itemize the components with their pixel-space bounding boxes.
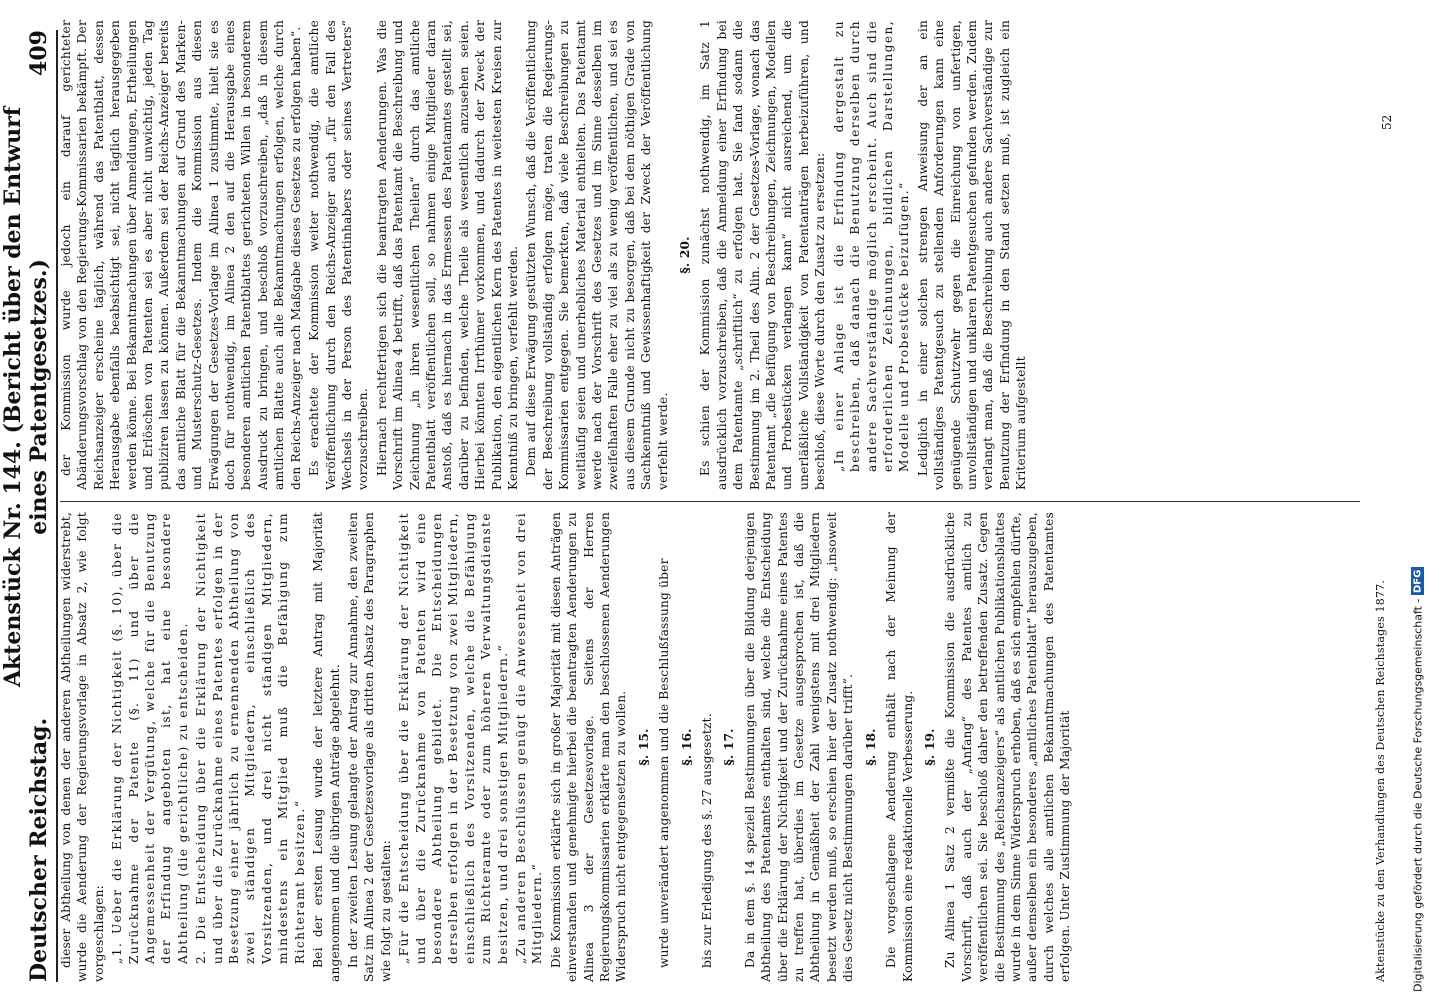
paragraph: Dem auf diese Erwägung gestützten Wunsch, daß die Veröffentlichung der Beschreibung vollständig erfolgen möge, traten die Regierungs-Kommissarien entgegen. Sie bemerkten, daß viele Beschreibungen zu weitläufig seien und unerhebliches Material enthielten. Das Patentamt werde nach der Vorschrift des Gesetzes und im Sinne desselben im zweifelhaften Falle eher zu viel als zu wenig veröffentlichen, und sei es aus diesem Grunde nicht zu besorgen, daß bei dem nöthigen Grade von Sachkenntniß und Gewissenhaftigkeit der Zweck der Veröffentlichung verfehlt werde. (524, 20, 670, 490)
paragraph: Die Kommission erklärte sich in großer Majorität mit diesen Anträgen einverstanden und genehmigte hierbei die beantragten Aenderungen zu Alinea 3 der Gesetzesvorlage. Seitens der Herren Regierungskommissarien erklärte man den beschlossenen Aenderungen Widerspruch nicht entgegensetzen zu wollen. (548, 512, 629, 982)
section-heading: §. 17. (722, 728, 737, 766)
right-column (58, 20, 1368, 490)
section-heading: §. 15. (636, 728, 651, 766)
paragraph: Hiernach rechtfertigen sich die beantragten Aenderungen. Was die Vorschrift im Alinea 4 betrifft, daß das Patentamt die Beschreibung und Zeichnung „in ihren wesentlichen Theilen“ durch das amtliche Patentblatt veröffentlichen soll, so nahmen einige Mitglieder daran Anstoß, daß es hiernach in das Ermessen des Patentamtes gestellt sei, darüber zu befinden, welche Theile als wesentlich anzusehen seien. Hierbei könnten Irrthümer vorkommen, und dadurch der Zweck der Publikation, den eigentlichen Kern des Patentes in weitesten Kreisen zur Kenntniß zu bringen, verfehlt werden. (374, 20, 520, 490)
paragraph: Zu Alinea 1 Satz 2 vermißte die Kommission die ausdrückliche Vorschrift, daß auch der „Anfang“ des Patentes amtlich zu veröffentlichen sei. Sie beschloß daher den betreffenden Zusatz. Gegen die Bestimmung des „Reichsanzeigers“ als amtlichen Publikationsblattes wurde in dem Sinne Widerspruch erhoben, daß es sich empfehlen dürfte, außer demselben ein besonderes „amtliches Patentblatt“ herauszugeben, durch welches alle amtlichen Bekanntmachungen des Patentamtes erfolgen. Unter Zustimmung der Majorität (943, 512, 1073, 982)
header-center: Aktenstück Nr. 144. (Bericht über den Entwurf eines Patentgesetzes.) (0, 106, 52, 688)
dfg-logo: DFG (1412, 569, 1424, 593)
paragraph: dieser Abtheilung von denen der anderen Abtheilungen widerstrebt, wurde die Aenderung der Regierungsvorlage in Absatz 2, wie folgt vorgeschlagen: (59, 512, 106, 982)
signature-mark: 52 (1380, 114, 1394, 130)
section-heading: §. 18. (863, 728, 878, 766)
paragraph: In der zweiten Lesung gelangte der Antrag zur Annahme, den zweiten Satz im Alinea 2 der Gesetzesvorlage als dritten Absatz des Paragraphen wie folgt zu gestalten: (345, 512, 393, 982)
paragraph: 2. Die Entscheidung über die Erklärung der Nichtigkeit und über die Zurücknahme eines Patentes erfolgen in der Besetzung einer jährlich zu ernennenden Abtheilung von zwei ständigen Mitgliedern, einschließlich des Vorsitzenden, und drei nicht ständigen Mitgliedern, mindestens ein Mitglied muß die Befähigung zum Richteramt besitzen.“ (194, 512, 307, 964)
section-heading: §. 19. (922, 728, 937, 766)
paragraph: Bei der ersten Lesung wurde der letztere Antrag mit Majorität angenommen und die übrigen Anträge abgelehnt. (311, 512, 342, 982)
digitization-credit (1408, 0, 1428, 1000)
paragraph: Da in dem §. 14 speziell Bestimmungen über die Bildung derjenigen Abtheilung des Patentamtes enthalten sind, welche die Entscheidung über die Erklärung der Nichtigkeit und der Zurücknahme eines Patentes zu treffen hat, überdies im Gesetze ausgesprochen ist, daß die Abtheilung in Gemäßheit der Zahl wenigstens mit drei Mitgliedern besetzt werden muß, so erschien hier der Zusatz nothwendig: „insoweit dies Gesetz nicht Bestimmungen darüber trifft“. (742, 512, 856, 982)
paragraph: wurde unverändert angenommen und die Beschlußfassung über (657, 558, 672, 968)
paragraph: Die vorgeschlagene Aenderung enthält nach der Meinung der Kommission eine redaktionelle Verbesserung. (884, 512, 915, 982)
credit-text: Digitalisierung gefördert durch die Deutsche Forschungsgemeinschaft - (1411, 598, 1425, 992)
paragraph: „1. Ueber die Erklärung der Nichtigkeit (§. 10), über die Zurücknahme der Patente (§. 11) und über die Angemessenheit der Vergütung, welche für die Benutzung der Erfindung angeboten ist, hat eine besondere Abtheilung (die gerichtliche) zu entscheiden. (110, 512, 190, 964)
paragraph: bis zur Erledigung des §. 27 ausgesetzt. (700, 713, 715, 968)
paragraph: „Für die Entscheidung über die Erklärung der Nichtigkeit und über die Zurücknahme von Patenten wird eine besondere Abtheilung gebildet. Die Entscheidungen derselben erfolgen in der Besetzung von zwei Mitgliedern, einschließlich des Vorsitzenden, welche die Befähigung zum Richteramte oder zum höheren Verwaltungsdienste besitzen, und drei sonstigen Mitgliedern.“ (397, 512, 510, 964)
left-column (58, 512, 1368, 982)
paragraph: „Zu anderen Beschlüssen genügt die Anwesenheit von drei Mitgliedern.“ (513, 512, 545, 964)
page-number: 409 (26, 30, 52, 76)
paragraph: Es erachtete der Kommission weiter nothwendig, die amtliche Veröffentlichung durch den Reichs-Anzeiger auch „für den Fall des Wechsels in der Person des Patentinhabers oder seines Vertreters“ vorzuschreiben. (307, 20, 371, 490)
paragraph: Es schien der Kommission zunächst nothwendig, im Satz 1 ausdrücklich vorzuschreiben, daß die Anmeldung einer Erfindung bei dem Patentamte „schriftlich“ zu erfolgen hat. Sie fand sodann die Bestimmung im 2. Theil des Alin. 2 der Gesetzes-Vorlage, wonach das Patentamt „die Beifügung von Beschreibungen, Zeichnungen, Modellen und Probestücken verlangen kann“ nicht ausreichend, um die unerläßliche Vollständigkeit von Patentanträgen herbeizuführen, und beschloß, diese Worte durch den Zusatz zu ersetzen: (698, 20, 828, 490)
header-left: Deutscher Reichstag. (26, 717, 52, 982)
section-heading: §. 16. (679, 728, 694, 766)
section-heading: §. 20. (678, 236, 693, 274)
paragraph: „In einer Anlage ist die Erfindung dergestalt zu beschreiben, daß danach die Benutzung derselben durch andere Sachverständige möglich erscheint. Auch sind die erforderlichen Zeichnungen, bildlichen Darstellungen, Modelle und Probestücke beizufügen.“ (831, 20, 912, 472)
column-divider (60, 501, 1360, 502)
paragraph: Lediglich in einer solchen strengen Anweisung der an ein vollständiges Patentgesuch zu stellenden Anforderungen kann eine genügende Schutzwehr gegen die Einreichung von unfertigen, unvollständigen und unklaren Patentgesuchen gefunden werden. Zudem verlangt man, daß die Beschreibung auch andere Sachverständige zur Benutzung der Erfindung in den Stand setzen muß, ist zugleich ein Kriterium aufgestellt (915, 20, 1029, 490)
page-header (0, 30, 58, 982)
paragraph: der Kommission wurde jedoch ein darauf gerichteter Abänderungsvorschlag von den Regierungs-Kommissarien bekämpft. Der Reichsanzeiger erscheine täglich, während das Patentblatt, dessen Herausgabe ebenfalls beabsichtigt sei, nicht täglich herausgegeben werden könne. Bei Bekanntmachungen über Anmeldungen, Ertheilungen und Erlöschen von Patenten sei es aber nicht unwichtig, jeden Tag publiziren lassen zu können. Außerdem sei der Reichs-Anzeiger bereits das amtliche Blatt für die Bekanntmachungen auf Grund des Marken- und Musterschutz-Gesetzes. Indem die Kommission aus diesen Erwägungen der Gesetzes-Vorlage im Alinea 1 zustimmte, hielt sie es doch für nothwendig, im Alinea 2 den auf die Herausgabe eines besonderen amtlichen Patentblattes gerichteten Willen in besonderem Ausdruck zu bringen, und beschloß vorzuschreiben, „daß in diesem amtlichen Blatte auch alle Bekanntmachungen erfolgen, welche durch den Reichs-Anzeiger nach Maßgabe dieses Gesetzes zu erfolgen haben“. (59, 20, 303, 490)
footnote: Aktenstücke zu den Verhandlungen des Deutschen Reichstages 1877. (1374, 579, 1387, 982)
